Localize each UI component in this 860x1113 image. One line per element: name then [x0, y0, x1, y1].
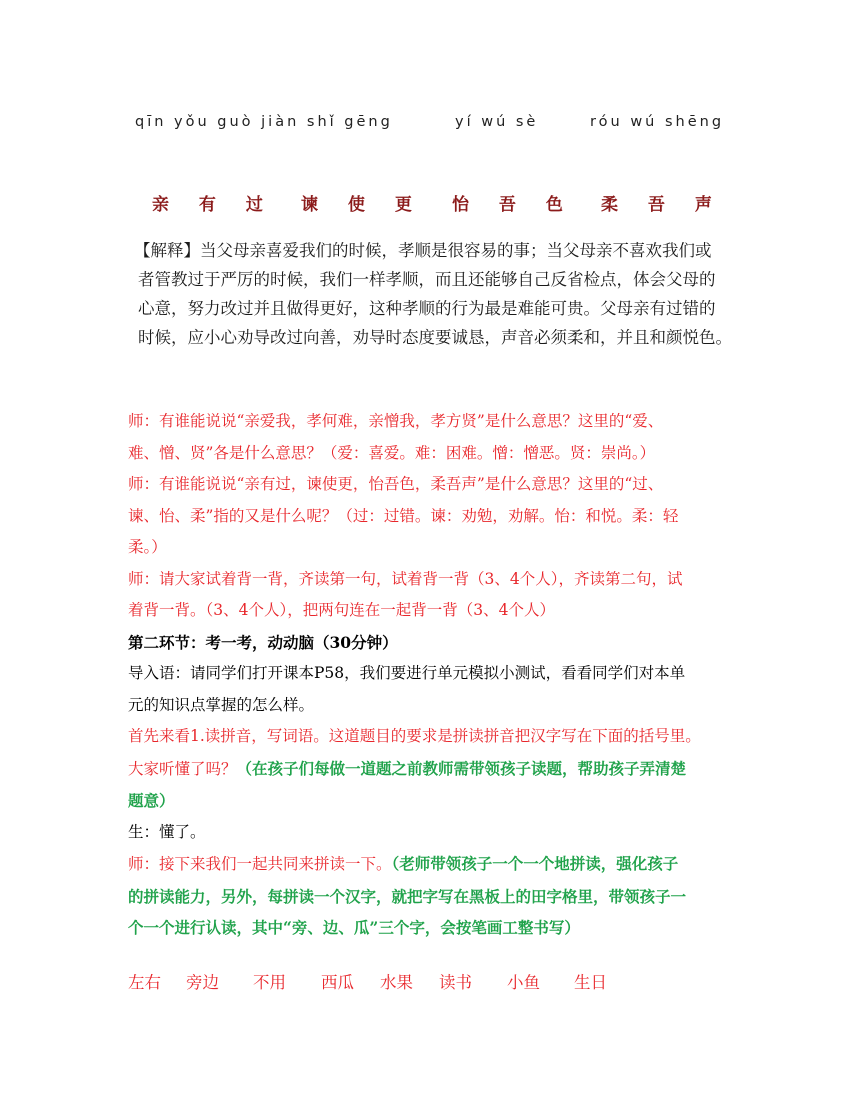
pinyin-group-2: yí wú sè [455, 114, 539, 130]
teacher-spell-line [128, 848, 740, 881]
teacher-spell-text: 师：接下来我们一起共同来拼读一下。 [128, 855, 392, 873]
word-item: 水果 [380, 973, 413, 992]
intro-line: 导入语：请同学们打开课本P58，我们要进行单元模拟小测试，看看同学们对本单 [128, 664, 686, 682]
word-item: 读书 [439, 973, 472, 992]
explanation-line: 【解释】当父母亲喜爱我们的时候，孝顺是很容易的事；当父母亲不喜欢我们或 [134, 241, 712, 260]
hanzi-group-3: 怡 吾 色 [452, 195, 575, 215]
teacher-note-line: 个一个进行认读，其中“旁、边、瓜”三个字，会按笔画工整书写） [128, 918, 580, 937]
hanzi-group-4: 柔 吾 声 [601, 195, 724, 215]
teacher-question-1-line: 师：有谁能说说“亲爱我，孝何难，亲憎我，孝方贤”是什么意思？这里的“爱、 [128, 412, 664, 430]
hanzi-group-2: 谏 使 更 [301, 195, 424, 215]
instruction-mixed-line [128, 753, 740, 786]
teacher-recite-line: 师：请大家试着背一背，齐读第一句，试着背一背（3、4个人），齐读第二句，试 [128, 569, 683, 588]
explanation-line: 时候，应小心劝导改过向善，劝导时态度要诚恳，声音必须柔和，并且和颜悦色。 [138, 328, 732, 347]
teacher-note: （老师带领孩子一个一个地拼读，强化孩子 [391, 854, 679, 873]
word-item: 旁边 [186, 973, 219, 992]
question-text: 大家听懂了吗？ [128, 759, 237, 778]
explanation-paragraph [134, 236, 746, 352]
word-item: 左右 [128, 973, 161, 992]
teacher-note-end: 题意） [128, 791, 175, 810]
teacher-recite-line: 着背一背。（3、4个人），把两句连在一起背一背（3、4个人） [128, 601, 555, 619]
intro-line: 元的知识点掌握的怎么样。 [128, 695, 315, 714]
explanation-line: 者管教过于严厉的时候，我们一样孝顺，而且还能够自己反省检点，体会父母的 [138, 270, 716, 289]
teacher-question-2-line: 谏、怡、柔”指的又是什么呢？（过：过错。谏：劝勉，劝解。怡：和悦。柔：轻 [128, 506, 679, 525]
teacher-question-2-line: 师：有谁能说说“亲有过，谏使更，怡吾色，柔吾声”是什么意思？这里的“过、 [128, 475, 664, 493]
student-reply: 生：懂了。 [128, 822, 206, 841]
teacher-question-1-line: 难、憎、贤”各是什么意思？（爱：喜爱。难：困难。憎：憎恶。贤：崇尚。） [128, 443, 656, 462]
lesson-body [128, 406, 740, 944]
word-item: 西瓜 [321, 973, 354, 992]
word-item: 不用 [253, 973, 286, 992]
pinyin-group-1: qīn yǒu guò jiàn shǐ gēng [135, 114, 393, 130]
hanzi-group-1: 亲 有 过 [152, 195, 275, 215]
teacher-question-2-line: 柔。） [128, 538, 167, 556]
pinyin-group-3: róu wú shēng [590, 114, 725, 130]
section-2-heading: 第二环节：考一考，动动脑（30分钟） [128, 632, 398, 652]
word-item: 生日 [574, 973, 607, 992]
teacher-note: （在孩子们每做一道题之前教师需带领孩子读题，帮助孩子弄清楚 [236, 758, 687, 778]
teacher-note-line: 的拼读能力，另外，每拼读一个汉字，就把字写在黑板上的田字格里，带领孩子一 [128, 886, 687, 906]
instruction-line: 首先来看1.读拼音，写词语。这道题目的要求是拼读拼音把汉字写在下面的括号里。 [128, 727, 701, 745]
word-list [128, 969, 728, 993]
word-item: 小鱼 [507, 973, 540, 992]
explanation-line: 心意，努力改过并且做得更好，这种孝顺的行为最是难能可贵。父母亲有过错的 [138, 299, 716, 318]
